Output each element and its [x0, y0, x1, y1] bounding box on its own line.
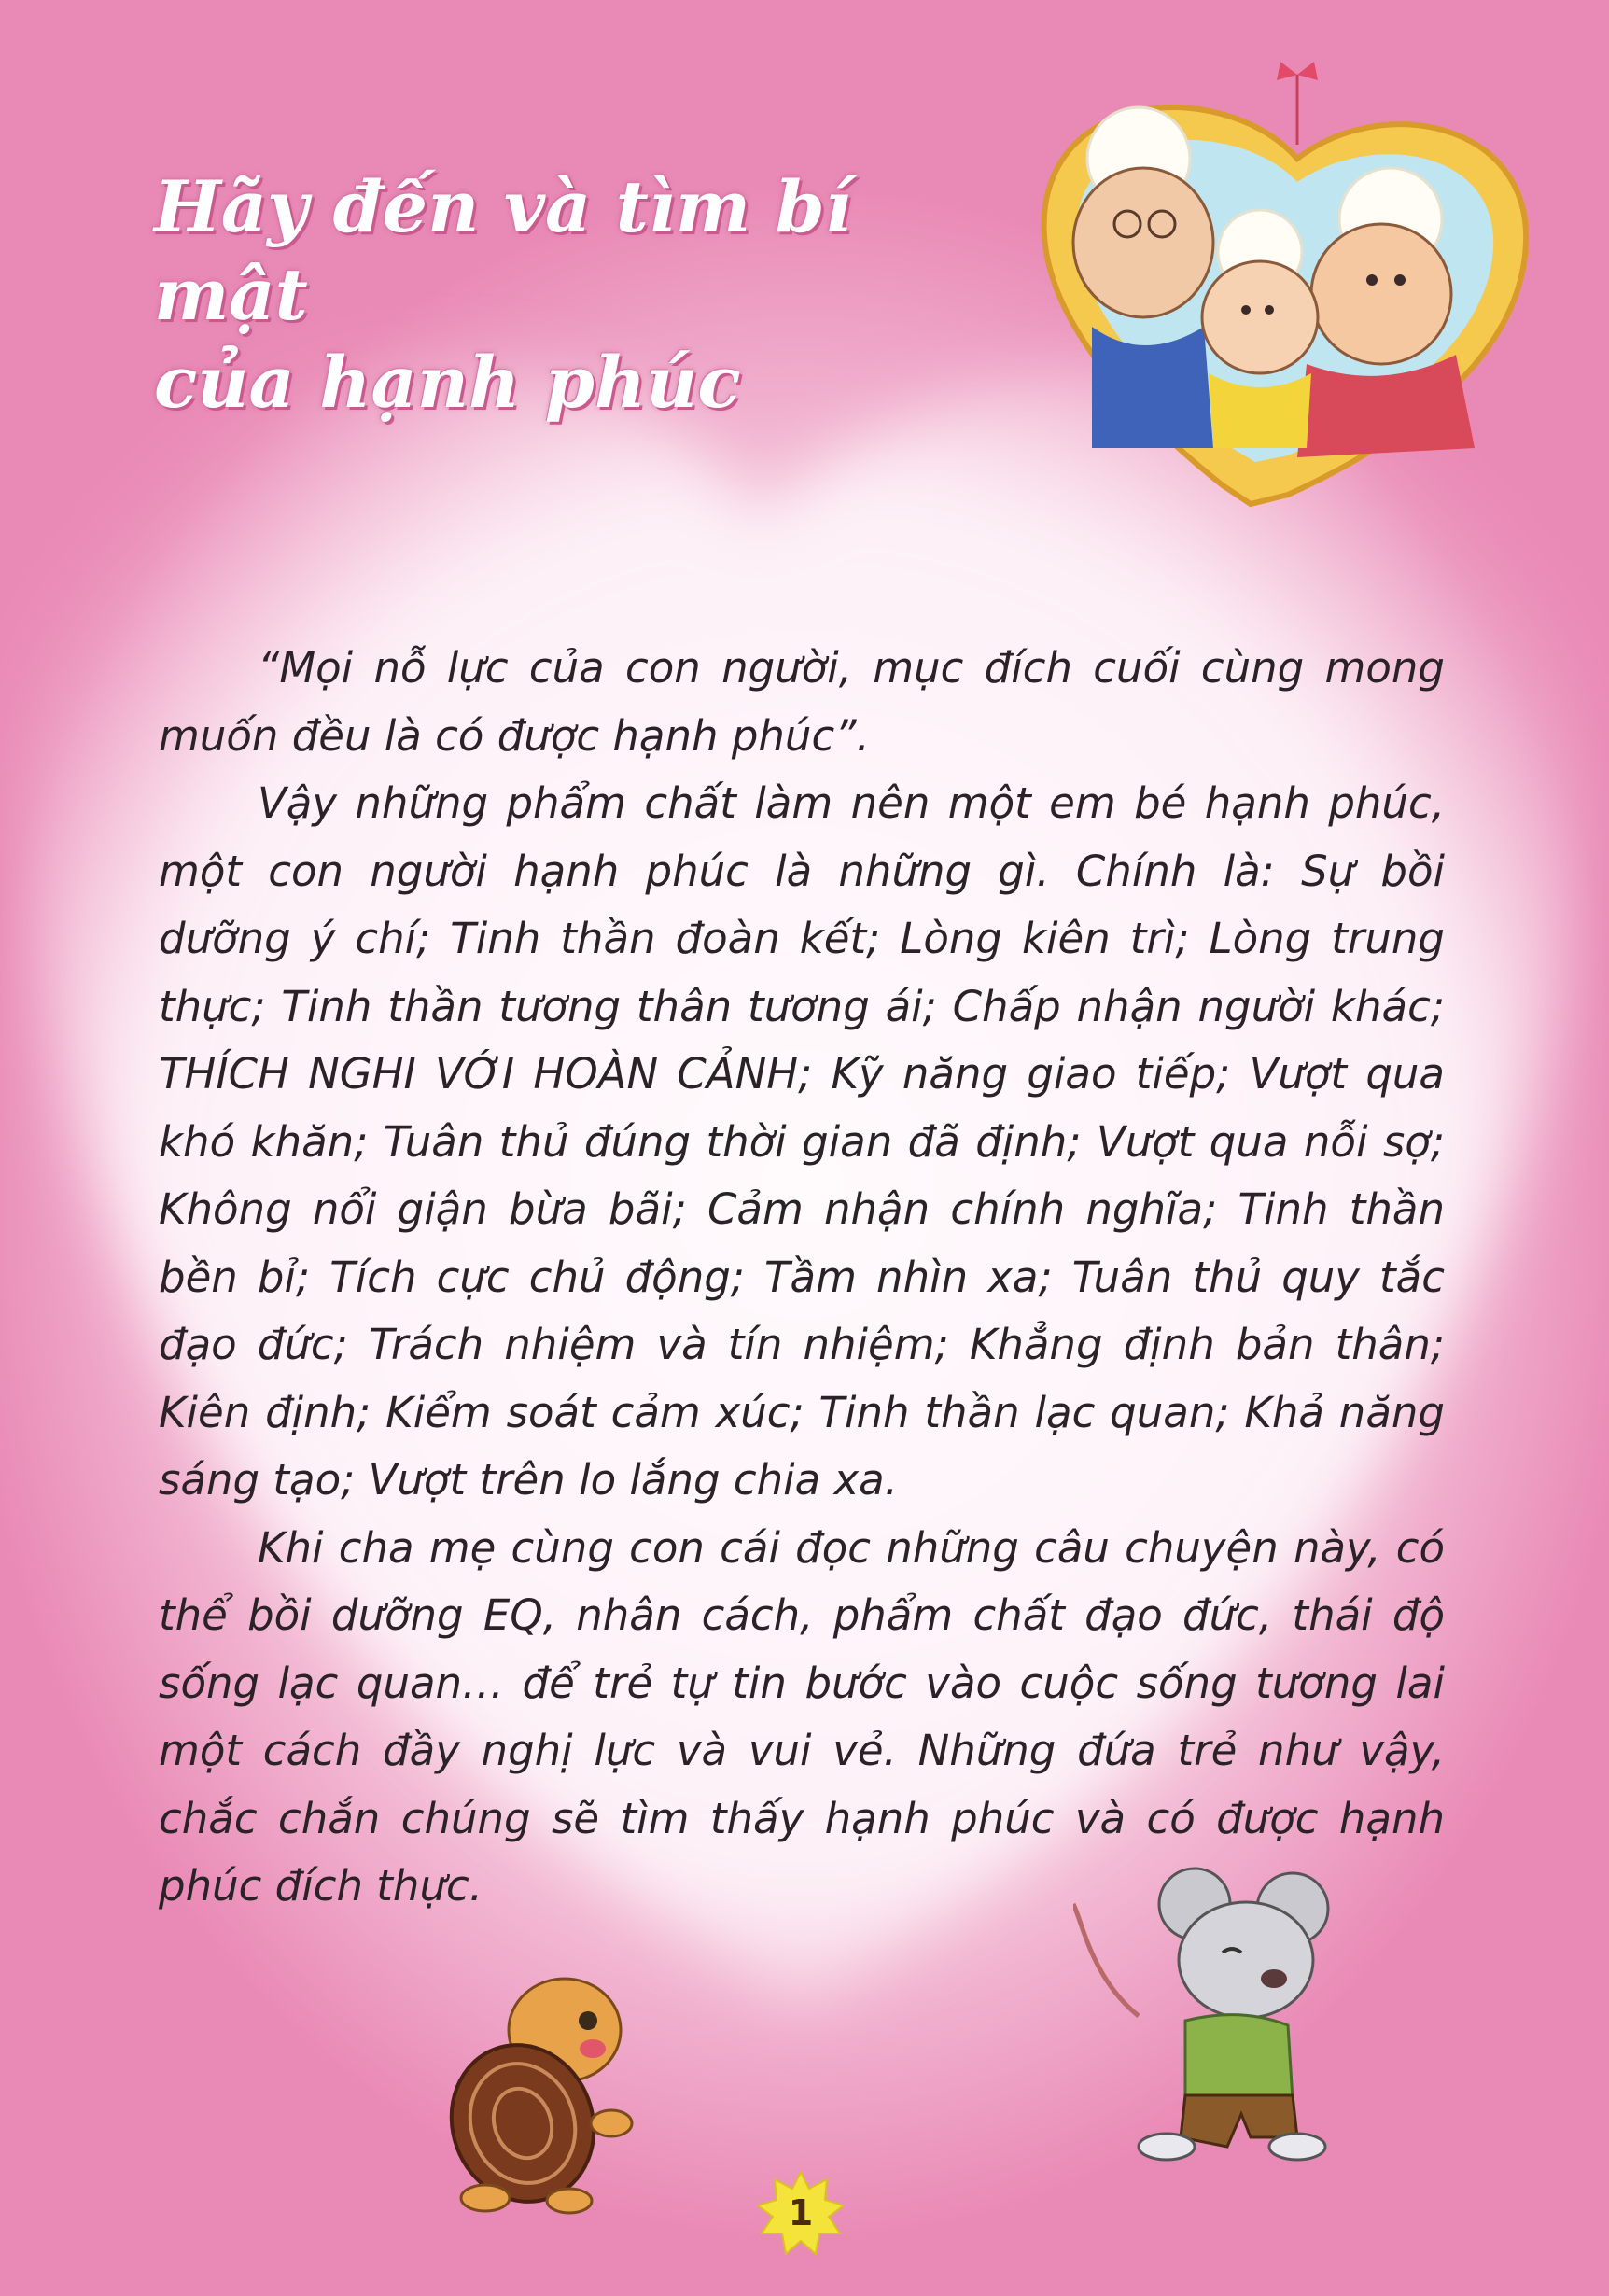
- paragraph-qualities: Vậy những phẩm chất làm nên một em bé hạnh phúc, một con người hạnh phúc là những gì. Chính là: Sự bồi dưỡng ý chí; Tinh thần đoàn kết; Lòng kiên trì; Lòng trung thực; Tinh thần tương thân tương ái; Chấp nhận người khác; THÍCH NGHI VỚI HOÀN CẢNH; Kỹ năng giao tiếp; Vượt qua khó khăn; Tuân thủ đúng thời gian đã định; Vượt qua nỗi sợ; Không nổi giận bừa bãi; Cảm nhận chính nghĩa; Tinh thần bền bỉ; Tích cực chủ động; Tầm nhìn xa; Tuân thủ quy tắc đạo đức; Trách nhiệm và tín nhiệm; Khẳng định bản thân; Kiên định; Kiểm soát cảm xúc; Tinh thần lạc quan; Khả năng sáng tạo; Vượt trên lo lắng chia xa.: [159, 778, 1445, 1505]
- heart-frame-sheep-family-illustration: [989, 56, 1549, 523]
- paragraph-quote: “Mọi nỗ lực của con người, mục đích cuối cùng mong muốn đều là có được hạnh phúc”.: [159, 643, 1445, 761]
- title-line-2: của hạnh phúc: [154, 341, 741, 424]
- title-line-1: Hãy đến và tìm bí mật: [154, 165, 852, 336]
- page-number: 1: [788, 2192, 814, 2233]
- page-title: [154, 163, 994, 427]
- mouse-illustration: [1073, 1867, 1353, 2165]
- paragraph-parents: Khi cha mẹ cùng con cái đọc những câu chuyện này, có thể bồi dưỡng EQ, nhân cách, phẩm chất đạo đức, thái độ sống lạc quan… để trẻ tự tin bước vào cuộc sống tương lai một cách đầy nghị lực và vui vẻ. Những đứa trẻ như vậy, chắc chắn chúng sẽ tìm thấy hạnh phúc và có được hạnh phúc đích thực.: [159, 1522, 1445, 1911]
- body-text: [159, 635, 1445, 1921]
- turtle-illustration: [429, 1960, 672, 2221]
- page-number-badge: [758, 2170, 844, 2256]
